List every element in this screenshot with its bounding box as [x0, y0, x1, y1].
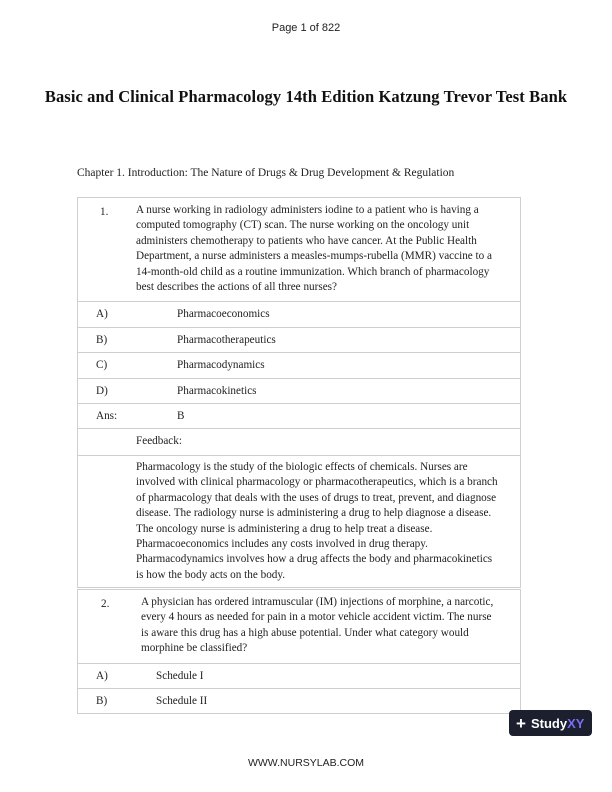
- footer-url[interactable]: WWW.NURSYLAB.COM: [247, 757, 365, 769]
- option-row: [78, 689, 520, 713]
- feedback-label: Feedback:: [136, 435, 182, 448]
- feedback-row: [78, 456, 520, 587]
- option-text: Pharmacokinetics: [177, 384, 257, 397]
- option-label: C): [96, 359, 108, 372]
- option-label: B): [96, 333, 108, 346]
- feedback-text: Pharmacology is the study of the biologic effects of chemicals. Nurses are involved with clinical pharmacology or pharmacotherapeutics, which is a branch of pharmacology that deals with the uses of drugs to treat, prevent, and diagnose disease. The radiology nurse is administering a drug to help diagnose a disease. The oncology nurse is administering a drug to help treat a disease. Pharmacoeconomics includes any costs involved in drug therapy. Pharmacodynamics involves how a drug affects the body and pharmacokinetics is how the body acts on the body.: [136, 460, 498, 581]
- question-text: A nurse working in radiology administers iodine to a patient who is having a computed tomography (CT) scan. The nurse working on the oncology unit administers chemotherapy to patients who have cancer. At the Public Health Department, a nurse administers a measles-mumps-rubella (MMR) vaccine to a 14-month-old child as a routine immunization. Which branch of pharmacology best describes the actions of all three nurses?: [136, 204, 493, 294]
- option-row: [78, 328, 520, 353]
- answer-value: B: [177, 410, 185, 423]
- option-row: [78, 353, 520, 378]
- question-number: 2.: [101, 598, 110, 610]
- document-title: Basic and Clinical Pharmacology 14th Edition Katzung Trevor Test Bank: [44, 87, 568, 106]
- option-text: Pharmacotherapeutics: [177, 333, 276, 346]
- question-number: 1.: [100, 206, 109, 218]
- answer-row: [78, 404, 520, 429]
- plus-icon: +: [516, 713, 526, 733]
- option-text: Schedule II: [156, 695, 208, 708]
- chapter-heading: Chapter 1. Introduction: The Nature of Drugs & Drug Development & Regulation: [77, 167, 455, 179]
- feedback-label-row: [78, 429, 520, 455]
- studyxy-badge[interactable]: [509, 710, 592, 736]
- question-block-1: [77, 197, 521, 588]
- option-row: [78, 664, 520, 689]
- question-stem: [78, 198, 520, 302]
- option-label: A): [96, 669, 108, 682]
- page-number: Page 1 of 822: [271, 22, 341, 34]
- option-label: A): [96, 308, 108, 321]
- question-stem: [78, 590, 520, 664]
- option-label: D): [96, 384, 108, 397]
- option-text: Pharmacoeconomics: [177, 308, 270, 321]
- answer-label: Ans:: [96, 410, 118, 423]
- badge-text-accent: XY: [567, 715, 585, 731]
- question-text: A physician has ordered intramuscular (IM) injections of morphine, a narcotic, every 4 hours as needed for pain in a motor vehicle accident victim. The nurse is aware this drug has a high abuse potential. Under what category would morphine be classified?: [141, 596, 494, 655]
- option-row: [78, 379, 520, 404]
- option-row: [78, 302, 520, 327]
- option-text: Pharmacodynamics: [177, 359, 265, 372]
- option-text: Schedule I: [156, 669, 204, 682]
- option-label: B): [96, 695, 108, 708]
- badge-text-main: Study: [530, 715, 568, 731]
- question-block-2: [77, 589, 521, 714]
